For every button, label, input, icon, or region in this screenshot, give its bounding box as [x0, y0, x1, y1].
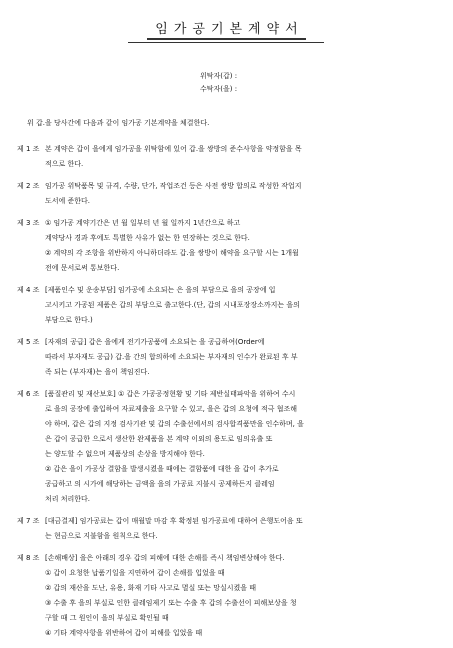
article-line: 고시키고 가공된 제품은 갑의 부담으로 출고한다.(단, 갑의 시내포장장소까지는 을의 — [45, 301, 300, 309]
article-line: 처리 처리한다. — [45, 495, 91, 503]
article-4 — [17, 283, 441, 328]
article-1 — [17, 142, 441, 172]
article-body — [45, 142, 441, 172]
article-6 — [17, 387, 441, 507]
article-8 — [17, 551, 441, 641]
article-number: 제 8 조 — [17, 554, 40, 562]
title-block — [0, 18, 453, 40]
article-line: [품질관리 및 재산보호] ① 갑은 가공공정현황 및 기타 제반실태파악을 위하여 수시 — [45, 390, 296, 398]
article-number: 제 2 조 — [17, 182, 40, 190]
article-line: 임가공 위탁품목 및 규격, 수량, 단가, 작업조건 등은 사전 쌍방 합의로 작성한 작업지 — [45, 182, 302, 190]
article-line: 족 되는 (부자재)는 을이 책임진다. — [45, 368, 150, 376]
article-line: ③ 수출 후 을의 부실로 인한 클레임제기 또는 수출 후 갑의 수출선이 피해보상을 청 — [45, 599, 297, 607]
article-body — [45, 216, 441, 276]
intro-text: 위 갑.을 당사간에 다음과 같이 임가공 기본계약을 체결한다. — [27, 119, 210, 127]
article-number: 제 6 조 — [17, 390, 40, 398]
article-line: 적으로 한다. — [45, 160, 84, 168]
article-line: ① 갑이 요청한 납품기일을 지연하여 갑이 손해를 입었을 때 — [45, 569, 225, 577]
article-line: 부담으로 한다.) — [45, 316, 93, 324]
article-line: ① 임가공 계약기간은 년 월 일부터 년 월 일까지 1년간으로 하고 — [45, 219, 241, 227]
article-number: 제 4 조 — [17, 286, 40, 294]
party-label: 위탁자(갑) : — [200, 72, 238, 80]
party-label: 수탁자(을) : — [200, 85, 238, 93]
article-5 — [17, 335, 441, 380]
party-entrustor — [200, 70, 237, 83]
article-line: 따라서 부자재도 공급) 갑.을 간의 합의하에 소요되는 부자재의 인수가 완료된 후 부 — [45, 353, 298, 361]
article-body — [45, 283, 441, 328]
article-number: 제 5 조 — [17, 338, 40, 346]
article-line: 은 갑이 공급한 으로서 생산한 완제품을 본 계약 이외의 용도로 임의유출 또 — [45, 435, 273, 443]
article-line: 공급하고 의 시가에 해당하는 금액을 을의 가공료 지불시 공제하든지 클레임 — [45, 480, 275, 488]
article-7 — [17, 514, 441, 544]
article-list — [17, 142, 441, 648]
article-3 — [17, 216, 441, 276]
party-contractor — [200, 83, 237, 96]
article-line: 전에 문서로써 통보한다. — [45, 264, 120, 272]
article-line: ④ 기타 계약사항을 위반하여 갑이 피해를 입었을 때 — [45, 629, 203, 637]
article-line: 본 계약은 갑이 을에게 임가공을 위탁함에 있어 갑.을 쌍방의 준수사항을 약정함을 목 — [45, 145, 302, 153]
article-body — [45, 551, 441, 641]
article-line: 는 양도할 수 없으며 제품상의 손상을 방지해야 한다. — [45, 450, 205, 458]
article-line: 는 현금으로 지불함을 원칙으로 한다. — [45, 532, 158, 540]
article-line: 도서에 준한다. — [45, 197, 91, 205]
article-body — [45, 179, 441, 209]
article-number: 제 1 조 — [17, 145, 40, 153]
article-body — [45, 335, 441, 380]
article-line: ② 갑은 을이 가공상 결함을 발생시켰을 때에는 결함품에 대한 을 갑이 추가로 — [45, 465, 279, 473]
article-line: [자재의 공급] 갑은 을에게 전기가공품에 소요되는 을 공급하여(Order에 — [45, 338, 265, 346]
article-line: [제품인수 및 운송부담] 임가공에 소요되는 은 을의 부담으로 을의 공장에 입 — [45, 286, 276, 294]
article-line: [대금결제] 임가공료는 갑이 매월말 마감 후 확정된 임가공료에 대하여 은행도어음 또 — [45, 517, 303, 525]
article-body — [45, 514, 441, 544]
document-title: 임가공기본계약서 — [147, 18, 305, 40]
article-line: [손해배상] 을은 아래의 경우 갑의 피해에 대한 손해를 즉시 책임변상해야 한다. — [45, 554, 285, 562]
article-number: 제 3 조 — [17, 219, 40, 227]
article-line: 야 하며, 갑은 갑의 지정 검사기관 및 갑의 수출선에서의 검사합격품만을 인수하며, 을 — [45, 420, 304, 428]
party-block — [200, 70, 237, 96]
article-body — [45, 387, 441, 507]
title-underline — [128, 42, 324, 43]
article-2 — [17, 179, 441, 209]
article-line: 계약당사 경과 후에도 특별한 사유가 없는 한 연장하는 것으로 한다. — [45, 234, 250, 242]
article-line: 로 을의 공장에 출입하여 자료제출을 요구할 수 있고, 을은 갑의 요청에 적극 협조해 — [45, 405, 298, 413]
article-line: 구할 때 그 원인이 을의 부실로 확인될 때 — [45, 614, 169, 622]
article-number: 제 7 조 — [17, 517, 40, 525]
article-line: ② 계약의 각 조항을 위반하지 아니하더라도 갑.을 쌍방이 해약을 요구할 시는 1개월 — [45, 249, 299, 257]
article-line: ② 갑의 재산을 도난, 유용, 화재 기타 사고로 멸실 또는 망실시켰을 때 — [45, 584, 257, 592]
